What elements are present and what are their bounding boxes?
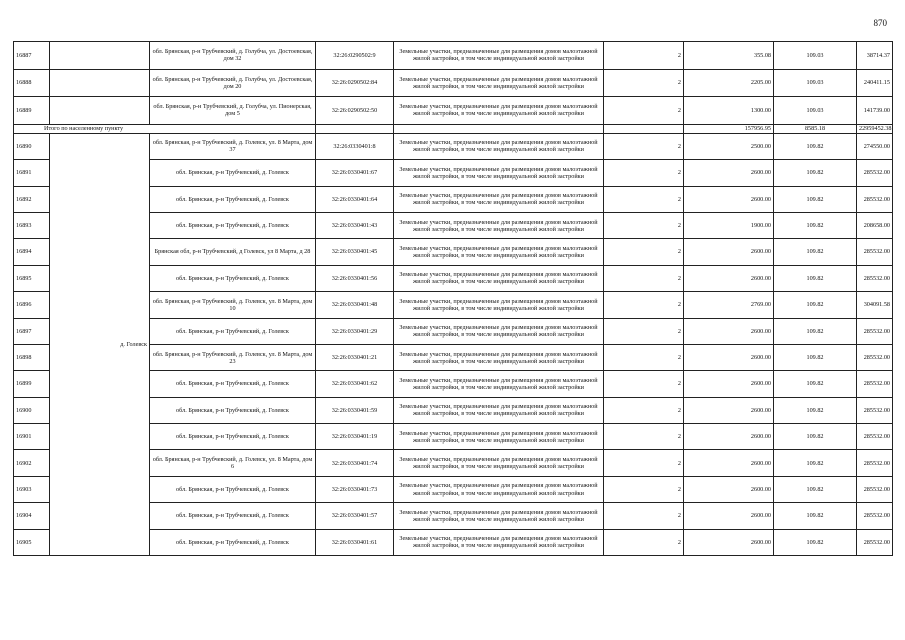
row-number: 16903 — [14, 476, 50, 502]
land-use-purpose: Земельные участки, предназначенные для размещения домов малоэтажной жилой застройки, в том числе индивидуальной жилой застройки — [394, 424, 604, 450]
address-cell: обл. Брянская, р-н Трубчевский, д. Голевск, ул. 8 Марта, дом 23 — [150, 344, 316, 370]
locality-cell — [50, 69, 150, 97]
group-number: 2 — [604, 318, 684, 344]
group-number: 2 — [604, 424, 684, 450]
address-cell: обл. Брянская, р-н Трубчевский, д. Голевск — [150, 265, 316, 291]
address-cell: обл. Брянская, р-н Трубчевский, д. Голевск — [150, 476, 316, 502]
land-use-purpose: Земельные участки, предназначенные для размещения домов малоэтажной жилой застройки, в том числе индивидуальной жилой застройки — [394, 503, 604, 529]
area-value: 2600.00 — [684, 344, 774, 370]
address-cell: обл. Брянская, р-н Трубчевский, д. Голевск, ул. 8 Марта, дом 6 — [150, 450, 316, 476]
area-value: 2600.00 — [684, 265, 774, 291]
cadastral-number: 32:26:0330401:8 — [316, 133, 394, 159]
cadastral-number: 32:26:0330401:73 — [316, 476, 394, 502]
unit-rate: 109.82 — [774, 397, 857, 423]
land-registry-table — [13, 41, 893, 556]
total-empty-1 — [316, 124, 394, 133]
row-number: 16891 — [14, 160, 50, 186]
unit-rate: 109.82 — [774, 292, 857, 318]
cadastral-number: 32:26:0330401:19 — [316, 424, 394, 450]
cadastral-value: 285532.00 — [857, 160, 893, 186]
address-cell: обл. Брянская, р-н Трубчевский, д. Голевск — [150, 371, 316, 397]
rows-before-group — [14, 42, 893, 125]
address-cell: обл. Брянская, р-н Трубчевский, д. Голевск — [150, 503, 316, 529]
total-area: 157956.95 — [684, 124, 774, 133]
total-label: Итого по населенному пункту — [14, 124, 316, 133]
total-group — [14, 124, 893, 133]
area-value: 2600.00 — [684, 424, 774, 450]
row-number: 16895 — [14, 265, 50, 291]
group-number: 2 — [604, 344, 684, 370]
address-cell: обл. Брянская, р-н Трубчевский, д. Голевск — [150, 318, 316, 344]
land-use-purpose: Земельные участки, предназначенные для размещения домов малоэтажной жилой застройки, в том числе индивидуальной жилой застройки — [394, 476, 604, 502]
cadastral-number: 32:26:0330401:61 — [316, 529, 394, 555]
area-value: 1300.00 — [684, 97, 774, 125]
group-number: 2 — [604, 160, 684, 186]
address-cell: обл. Брянская, р-н Трубчевский, д. Голубча, ул. Пионерская, дом 5 — [150, 97, 316, 125]
row-number: 16901 — [14, 424, 50, 450]
cadastral-value: 285532.00 — [857, 318, 893, 344]
land-use-purpose: Земельные участки, предназначенные для размещения домов малоэтажной жилой застройки, в том числе индивидуальной жилой застройки — [394, 450, 604, 476]
land-use-purpose: Земельные участки, предназначенные для размещения домов малоэтажной жилой застройки, в том числе индивидуальной жилой застройки — [394, 529, 604, 555]
land-use-purpose: Земельные участки, предназначенные для размещения домов малоэтажной жилой застройки, в том числе индивидуальной жилой застройки — [394, 212, 604, 238]
row-number: 16904 — [14, 503, 50, 529]
address-cell: обл. Брянская, р-н Трубчевский, д. Голубча, ул. Достоевская, дом 20 — [150, 69, 316, 97]
page-number: 870 — [873, 18, 887, 28]
cadastral-number: 32:26:0330401:64 — [316, 186, 394, 212]
area-value: 2600.00 — [684, 450, 774, 476]
row-number: 16893 — [14, 212, 50, 238]
total-value: 22959452.38 — [857, 124, 893, 133]
address-cell: обл. Брянская, р-н Трубчевский, д. Голевск — [150, 160, 316, 186]
unit-rate: 109.82 — [774, 186, 857, 212]
table-row — [14, 133, 893, 159]
land-use-purpose: Земельные участки, предназначенные для размещения домов малоэтажной жилой застройки, в том числе индивидуальной жилой застройки — [394, 371, 604, 397]
total-rate: 8585.18 — [774, 124, 857, 133]
row-number: 16898 — [14, 344, 50, 370]
address-cell: обл. Брянская, р-н Трубчевский, д. Голевск — [150, 186, 316, 212]
cadastral-value: 285532.00 — [857, 397, 893, 423]
unit-rate: 109.82 — [774, 424, 857, 450]
cadastral-number: 32:26:0330401:56 — [316, 265, 394, 291]
cadastral-value: 285532.00 — [857, 344, 893, 370]
group-number: 2 — [604, 212, 684, 238]
cadastral-value: 285532.00 — [857, 239, 893, 265]
area-value: 2600.00 — [684, 371, 774, 397]
land-use-purpose: Земельные участки, предназначенные для размещения домов малоэтажной жилой застройки, в том числе индивидуальной жилой застройки — [394, 133, 604, 159]
cadastral-number: 32:26:0330401:45 — [316, 239, 394, 265]
land-use-purpose: Земельные участки, предназначенные для размещения домов малоэтажной жилой застройки, в том числе индивидуальной жилой застройки — [394, 397, 604, 423]
unit-rate: 109.82 — [774, 503, 857, 529]
row-number: 16887 — [14, 42, 50, 70]
land-use-purpose: Земельные участки, предназначенные для размещения домов малоэтажной жилой застройки, в том числе индивидуальной жилой застройки — [394, 344, 604, 370]
cadastral-value: 274550.00 — [857, 133, 893, 159]
cadastral-value: 208658.00 — [857, 212, 893, 238]
unit-rate: 109.03 — [774, 42, 857, 70]
unit-rate: 109.82 — [774, 212, 857, 238]
area-value: 2600.00 — [684, 476, 774, 502]
group-number: 2 — [604, 503, 684, 529]
land-use-purpose: Земельные участки, предназначенные для размещения домов малоэтажной жилой застройки, в том числе индивидуальной жилой застройки — [394, 265, 604, 291]
area-value: 2600.00 — [684, 160, 774, 186]
unit-rate: 109.82 — [774, 133, 857, 159]
land-use-purpose: Земельные участки, предназначенные для размещения домов малоэтажной жилой застройки, в том числе индивидуальной жилой застройки — [394, 42, 604, 70]
row-number: 16896 — [14, 292, 50, 318]
row-number: 16890 — [14, 133, 50, 159]
row-number: 16899 — [14, 371, 50, 397]
land-use-purpose: Земельные участки, предназначенные для размещения домов малоэтажной жилой застройки, в том числе индивидуальной жилой застройки — [394, 292, 604, 318]
land-use-purpose: Земельные участки, предназначенные для размещения домов малоэтажной жилой застройки, в том числе индивидуальной жилой застройки — [394, 239, 604, 265]
row-number: 16894 — [14, 239, 50, 265]
area-value: 2600.00 — [684, 186, 774, 212]
cadastral-value: 285532.00 — [857, 476, 893, 502]
locality-name: д. Голевск — [50, 133, 150, 555]
area-value: 2500.00 — [684, 133, 774, 159]
group-number: 2 — [604, 371, 684, 397]
unit-rate: 109.82 — [774, 239, 857, 265]
land-use-purpose: Земельные участки, предназначенные для размещения домов малоэтажной жилой застройки, в том числе индивидуальной жилой застройки — [394, 186, 604, 212]
group-number: 2 — [604, 292, 684, 318]
table-row — [14, 69, 893, 97]
row-number: 16889 — [14, 97, 50, 125]
cadastral-number: 32:26:0330401:21 — [316, 344, 394, 370]
cadastral-number: 32:26:0290502:50 — [316, 97, 394, 125]
land-use-purpose: Земельные участки, предназначенные для размещения домов малоэтажной жилой застройки, в том числе индивидуальной жилой застройки — [394, 160, 604, 186]
unit-rate: 109.82 — [774, 529, 857, 555]
land-use-purpose: Земельные участки, предназначенные для размещения домов малоэтажной жилой застройки, в том числе индивидуальной жилой застройки — [394, 318, 604, 344]
cadastral-value: 141739.00 — [857, 97, 893, 125]
address-cell: обл. Брянская, р-н Трубчевский, д. Голубча, ул. Достоевская, дом 32 — [150, 42, 316, 70]
cadastral-number: 32:26:0290502:84 — [316, 69, 394, 97]
cadastral-number: 32:26:0290502:9 — [316, 42, 394, 70]
area-value: 2205.00 — [684, 69, 774, 97]
unit-rate: 109.82 — [774, 160, 857, 186]
cadastral-number: 32:26:0330401:74 — [316, 450, 394, 476]
group-number: 2 — [604, 239, 684, 265]
unit-rate: 109.82 — [774, 265, 857, 291]
group-number: 2 — [604, 97, 684, 125]
cadastral-value: 304091.58 — [857, 292, 893, 318]
group-number: 2 — [604, 186, 684, 212]
table-row — [14, 42, 893, 70]
area-value: 2769.00 — [684, 292, 774, 318]
address-cell: обл. Брянская, р-н Трубчевский, д. Голевск, ул. 8 Марта, дом 10 — [150, 292, 316, 318]
unit-rate: 109.03 — [774, 97, 857, 125]
unit-rate: 109.82 — [774, 450, 857, 476]
group-number: 2 — [604, 476, 684, 502]
area-value: 1900.00 — [684, 212, 774, 238]
land-use-purpose: Земельные участки, предназначенные для размещения домов малоэтажной жилой застройки, в том числе индивидуальной жилой застройки — [394, 97, 604, 125]
cadastral-value: 285532.00 — [857, 371, 893, 397]
address-cell: обл. Брянская, р-н Трубчевский, д. Голевск — [150, 212, 316, 238]
row-number: 16902 — [14, 450, 50, 476]
area-value: 355.08 — [684, 42, 774, 70]
address-cell: обл. Брянская, р-н Трубчевский, д. Голевск — [150, 397, 316, 423]
unit-rate: 109.03 — [774, 69, 857, 97]
cadastral-value: 285532.00 — [857, 529, 893, 555]
land-use-purpose: Земельные участки, предназначенные для размещения домов малоэтажной жилой застройки, в том числе индивидуальной жилой застройки — [394, 69, 604, 97]
group-number: 2 — [604, 69, 684, 97]
area-value: 2600.00 — [684, 239, 774, 265]
cadastral-value: 285532.00 — [857, 450, 893, 476]
cadastral-number: 32:26:0330401:62 — [316, 371, 394, 397]
cadastral-value: 285532.00 — [857, 265, 893, 291]
area-value: 2600.00 — [684, 529, 774, 555]
cadastral-value: 285532.00 — [857, 503, 893, 529]
address-cell: обл. Брянская, р-н Трубчевский, д. Голевск, ул. 8 Марта, дом 37 — [150, 133, 316, 159]
cadastral-value: 240411.15 — [857, 69, 893, 97]
cadastral-number: 32:26:0330401:29 — [316, 318, 394, 344]
row-number: 16888 — [14, 69, 50, 97]
unit-rate: 109.82 — [774, 344, 857, 370]
cadastral-value: 285532.00 — [857, 424, 893, 450]
address-cell: Брянская обл, р-н Трубчевский, д Голевск, ул 8 Марта, д 28 — [150, 239, 316, 265]
locality-cell — [50, 42, 150, 70]
row-number: 16892 — [14, 186, 50, 212]
cadastral-number: 32:26:0330401:59 — [316, 397, 394, 423]
cadastral-number: 32:26:0330401:48 — [316, 292, 394, 318]
row-number: 16905 — [14, 529, 50, 555]
cadastral-number: 32:26:0330401:57 — [316, 503, 394, 529]
rows-after-group — [14, 133, 893, 555]
address-cell: обл. Брянская, р-н Трубчевский, д. Голевск — [150, 529, 316, 555]
area-value: 2600.00 — [684, 318, 774, 344]
group-number: 2 — [604, 450, 684, 476]
area-value: 2600.00 — [684, 397, 774, 423]
unit-rate: 109.82 — [774, 371, 857, 397]
total-empty-3 — [604, 124, 684, 133]
group-number: 2 — [604, 265, 684, 291]
row-number: 16897 — [14, 318, 50, 344]
locality-cell — [50, 97, 150, 125]
table-row — [14, 97, 893, 125]
group-number: 2 — [604, 42, 684, 70]
cadastral-value: 285532.00 — [857, 186, 893, 212]
group-number: 2 — [604, 397, 684, 423]
row-number: 16900 — [14, 397, 50, 423]
address-cell: обл. Брянская, р-н Трубчевский, д. Голевск — [150, 424, 316, 450]
unit-rate: 109.82 — [774, 318, 857, 344]
area-value: 2600.00 — [684, 503, 774, 529]
cadastral-value: 38714.37 — [857, 42, 893, 70]
group-number: 2 — [604, 529, 684, 555]
group-number: 2 — [604, 133, 684, 159]
cadastral-number: 32:26:0330401:67 — [316, 160, 394, 186]
cadastral-number: 32:26:0330401:43 — [316, 212, 394, 238]
unit-rate: 109.82 — [774, 476, 857, 502]
total-empty-2 — [394, 124, 604, 133]
locality-total-row — [14, 124, 893, 133]
